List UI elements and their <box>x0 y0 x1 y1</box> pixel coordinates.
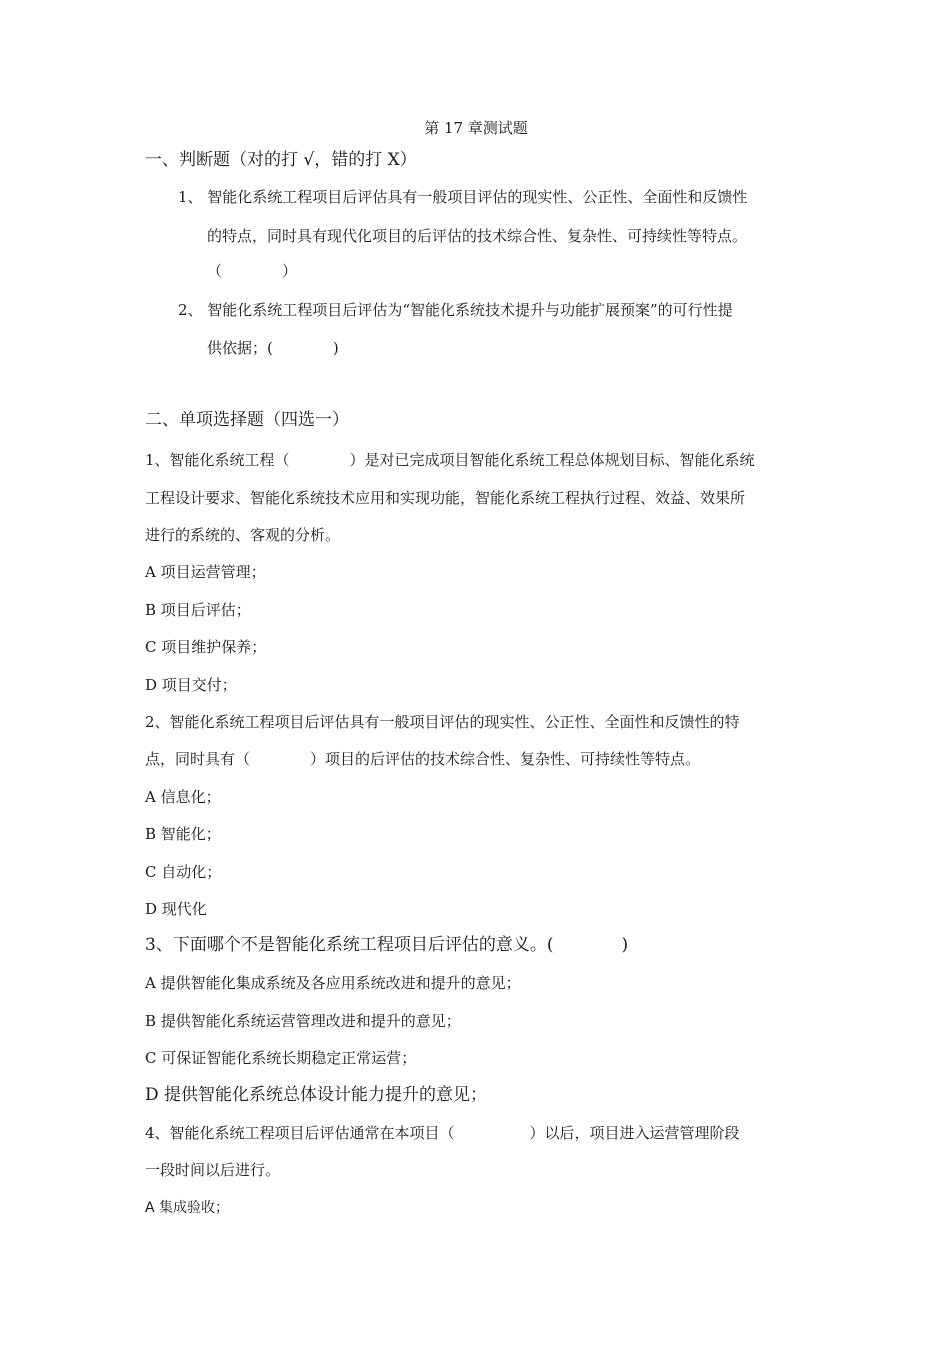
mc-question-2-option-b: B 智能化； <box>145 825 221 843</box>
mc-question-1-option-b: B 项目后评估； <box>145 601 251 619</box>
mc-question-1-line-3: 进行的系统的、客观的分析。 <box>145 526 341 544</box>
mc-question-3-line-1: 3、下面哪个不是智能化系统工程项目后评估的意义。( ) <box>145 935 629 955</box>
mc-question-1-option-a: A 项目运营管理； <box>145 563 266 581</box>
mc-question-4-option-a: A 集成验收； <box>145 1200 230 1216</box>
section-heading-true-false: 一、判断题（对的打 √，错的打 X） <box>145 150 417 170</box>
mc-question-2-option-a: A 信息化； <box>145 788 221 806</box>
mc-question-2-option-c: C 自动化； <box>145 863 222 881</box>
mc-question-4-line-2: 一段时间以后进行。 <box>145 1161 281 1179</box>
mc-question-1-option-d: D 项目交付； <box>145 676 237 694</box>
mc-question-3-option-d: D 提供智能化系统总体设计能力提升的意见； <box>145 1085 488 1105</box>
mc-question-1-line-1: 1、智能化系统工程（ ）是对已完成项目智能化系统工程总体规划目标、智能化系统 <box>145 451 755 469</box>
mc-question-1-option-c: C 项目维护保养； <box>145 638 267 656</box>
page-title: 第 17 章测试题 <box>424 119 528 137</box>
mc-question-1-line-2: 工程设计要求、智能化系统技术应用和实现功能，智能化系统工程执行过程、效益、效果所 <box>145 489 746 507</box>
tf-question-2-line-2: 供依据；( ) <box>207 339 339 357</box>
tf-question-1-answer-blank: （ ） <box>207 262 298 280</box>
tf-question-1-line-1: 1、 智能化系统工程项目后评估具有一般项目评估的现实性、公正性、全面性和反馈性 <box>178 188 748 206</box>
mc-question-2-option-d: D 现代化 <box>145 900 207 918</box>
mc-question-3-option-b: B 提供智能化系统运营管理改进和提升的意见； <box>145 1012 461 1030</box>
mc-question-2-line-1: 2、智能化系统工程项目后评估具有一般项目评估的现实性、公正性、全面性和反馈性的特 <box>145 713 740 731</box>
mc-question-3-option-a: A 提供智能化集成系统及各应用系统改进和提升的意见； <box>145 974 521 992</box>
mc-question-3-option-c: C 可保证智能化系统长期稳定正常运营； <box>145 1049 417 1067</box>
mc-question-4-line-1: 4、智能化系统工程项目后评估通常在本项目（ ）以后，项目进入运营管理阶段 <box>145 1124 740 1142</box>
tf-question-2-line-1: 2、 智能化系统工程项目后评估为“智能化系统技术提升与功能扩展预案”的可行性提 <box>178 301 733 319</box>
mc-question-2-line-2: 点，同时具有（ ）项目的后评估的技术综合性、复杂性、可持续性等特点。 <box>145 750 701 768</box>
tf-question-1-line-2: 的特点，同时具有现代化项目的后评估的技术综合性、复杂性、可持续性等特点。 <box>207 227 748 245</box>
section-heading-single-choice: 二、单项选择题（四选一） <box>145 410 349 430</box>
